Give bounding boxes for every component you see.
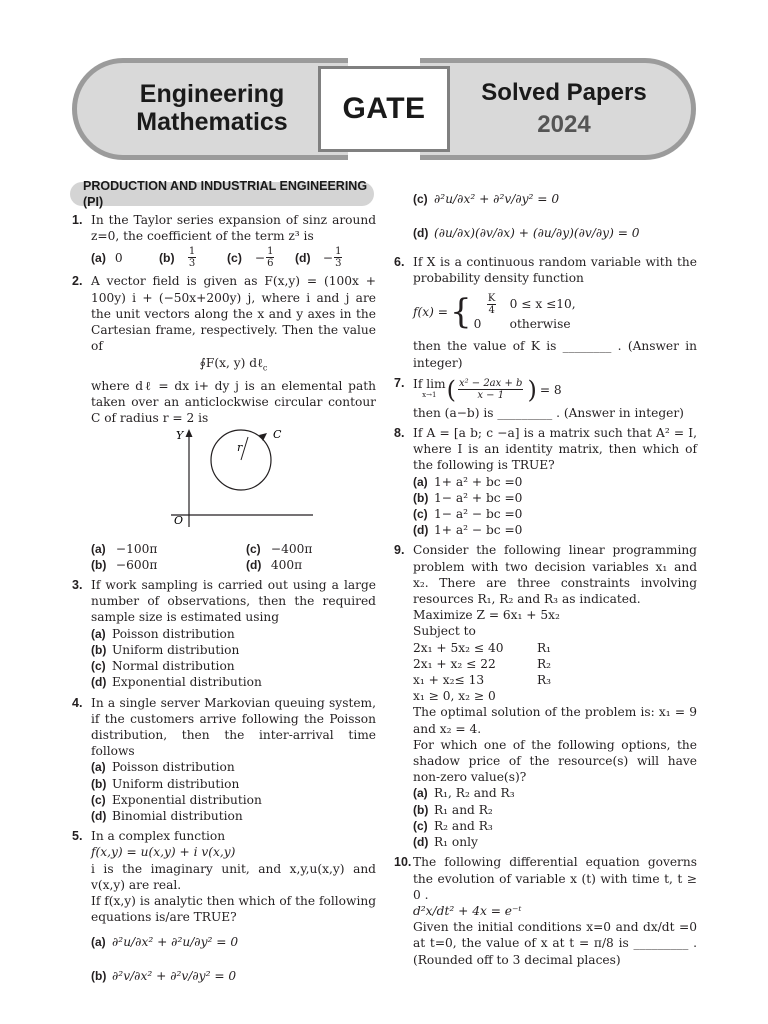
option-c: (c) ∂²u/∂x² + ∂²v/∂y² = 0 — [413, 191, 560, 206]
question-number: 6. — [394, 255, 405, 269]
question-5 — [70, 828, 376, 993]
non-negativity: x₁ ≥ 0, x₂ ≥ 0 — [413, 689, 496, 704]
question-text-where: where dℓ = dx i+ dy j is an elemental path taken over an anticlockwise circular contour C of radius r = 2 is — [91, 379, 376, 426]
subtitle-year: 2024 — [537, 111, 591, 138]
question-text-3: If f(x,y) is analytic then which of the following equations is/are TRUE? — [91, 893, 376, 925]
option-d: (d) R₁ only — [413, 835, 478, 850]
option-d: (d) Binomial distribution — [91, 808, 243, 823]
option-d: (d) − $\frac{1}{3}$ — [295, 246, 342, 270]
paren-left: ( — [446, 375, 456, 404]
question-text: Consider the following linear programming problem with two decision variables x₁ and x₂. There are three constraints involving resources R₁, R₂ and R₃ as indicated. — [413, 543, 697, 607]
question-number: 9. — [394, 543, 405, 558]
gate-label: GATE — [342, 92, 426, 125]
question-6 — [392, 254, 697, 371]
function-equation: f(x,y) = u(x,y) + i v(x,y) — [91, 845, 236, 860]
label-c: C — [273, 427, 282, 441]
option-a: (a) ∂²u/∂x² + ∂²u/∂y² = 0 — [91, 935, 239, 950]
question-text: In a complex function — [91, 829, 226, 844]
option-b: (b) R₁ and R₂ — [413, 802, 493, 817]
options — [91, 541, 376, 573]
question-text: A vector field is given as F(x,y) = (100x + 100y) i + (−50x+200y) j, where i and j are the unit vectors along the x and y axes in the Cartesian frame, respectively. Then the value of — [91, 274, 376, 354]
question-number: 4. — [72, 695, 83, 710]
option-b: (b) $\frac{1}{3}$ — [159, 246, 196, 270]
question-number: 3. — [72, 578, 83, 593]
question-number: 1. — [72, 213, 83, 227]
question-number: 2. — [72, 274, 83, 289]
option-d: (d) Exponential distribution — [91, 675, 262, 690]
book-subtitle — [464, 78, 664, 142]
title-line1: Engineering — [139, 80, 285, 108]
option-a: (a) 0 — [91, 250, 123, 265]
option-a: (a) Poisson distribution — [91, 760, 235, 775]
question-8 — [392, 425, 697, 538]
option-d: (d) 1+ a² − bc =0 — [413, 523, 523, 538]
option-c: (c) R₂ and R₃ — [413, 818, 493, 833]
option-c: (c) Normal distribution — [91, 659, 235, 674]
book-title — [112, 80, 312, 136]
label-y: Y — [176, 428, 184, 442]
option-c: (c) 1− a² − bc =0 — [413, 507, 523, 522]
optimal-solution: The optimal solution of the problem is: x₁ = 9 and x₂ = 4. — [413, 705, 697, 736]
question-text-2: i is the imaginary unit, and x,y,u(x,y) and v(x,y) are real. — [91, 861, 376, 892]
shadow-price-question: For which one of the following options, the shadow price of the resource(s) will have non-zero value(s)? — [413, 737, 697, 785]
question-tail: then (a−b) is _________ . (Answer in integer) — [413, 405, 684, 420]
option-b: (b) Uniform distribution — [91, 776, 240, 791]
question-text: If A = [a b; c −a] is a matrix such that A² = I, where I is an identity matrix, then which of the following is TRUE? — [413, 426, 697, 473]
y-axis-arrow — [186, 429, 193, 437]
differential-equation: d²x/dt² + 4x = e⁻ᵗ — [413, 903, 522, 918]
line-integral: ∮F(x, y) dℓ$_c$ — [199, 356, 268, 373]
option-d: (d) 400π — [246, 557, 303, 572]
limit-expression: If lim x→1 ( $\frac{\text{x² − 2ax + b}}{x - 1}$ ) = 8 — [413, 375, 562, 404]
options — [91, 246, 376, 269]
label-r: r — [237, 440, 243, 454]
gate-label-box — [318, 66, 450, 152]
option-b: (b) 1− a² + bc =0 — [413, 490, 523, 505]
question-text: If X is a continuous random variable with the probability density function — [413, 255, 697, 286]
option-b: (b) ∂²v/∂x² + ∂²v/∂y² = 0 — [91, 969, 237, 984]
header-banner — [72, 58, 696, 160]
subtitle-line1: Solved Papers — [481, 79, 647, 106]
option-b: (b) Uniform distribution — [91, 642, 240, 657]
question-text: If work sampling is carried out using a large number of observations, then the required sample size is estimated using — [91, 578, 376, 625]
option-c: (c) − $\frac{1}{6}$ — [227, 246, 274, 270]
right-column — [392, 182, 697, 972]
question-7 — [392, 375, 697, 421]
question-text: The following differential equation governs the evolution of variable x (t) with time t, t ≥ 0 . — [413, 855, 697, 902]
paren-right: ) — [527, 375, 537, 404]
section-heading: PRODUCTION AND INDUSTRIAL ENGINEERING (PI) — [70, 182, 374, 206]
pdf-definition: f(x) = { $\frac{K}{4}$ 0 ≤ x ≤10, 0 otherwise — [413, 292, 576, 333]
option-a: (a) 1+ a² + bc =0 — [413, 474, 523, 489]
question-3 — [70, 577, 376, 690]
label-o: O — [174, 513, 184, 527]
constraint-3: x₁ + x₂≤ 13 R₃ — [413, 673, 552, 688]
constraint-2: 2x₁ + x₂ ≤ 22 R₂ — [413, 656, 552, 671]
option-d: (d) (∂u/∂x)(∂v/∂x) + (∂u/∂y)(∂v/∂y) = 0 — [413, 225, 640, 240]
question-5-continued — [392, 182, 697, 250]
contour-figure — [91, 427, 376, 537]
contour-diagram — [91, 427, 376, 537]
option-a: (a) R₁, R₂ and R₃ — [413, 786, 515, 801]
option-c: (c) −400π — [246, 541, 313, 556]
question-text: In the Taylor series expansion of sinz around z=0, the coefficient of the term z³ is — [91, 213, 376, 244]
question-1 — [70, 212, 376, 269]
brace-icon: { — [449, 292, 472, 333]
question-text: In a single server Markovian queuing system, if the customers arrive following the Poisson distribution, then the inter-arrival time follows — [91, 695, 376, 759]
title-line2: Mathematics — [136, 108, 288, 136]
question-9 — [392, 542, 697, 850]
question-10 — [392, 854, 697, 967]
option-b: (b) −600π — [91, 557, 158, 572]
objective: Maximize Z = 6x₁ + 5x₂ — [413, 608, 560, 623]
option-a: (a) Poisson distribution — [91, 626, 235, 641]
subject-to: Subject to — [413, 624, 476, 639]
initial-conditions: Given the initial conditions x=0 and dx/dt =0 at t=0, the value of x at t = π/8 is _________ . (Rounded off to 3 decimal places) — [413, 920, 697, 967]
question-number: 8. — [394, 426, 405, 441]
constraint-1: 2x₁ + 5x₂ ≤ 40 R₁ — [413, 640, 552, 655]
question-2 — [70, 273, 376, 573]
option-a: (a) −100π — [91, 541, 158, 556]
question-number: 5. — [72, 829, 83, 844]
left-column — [70, 178, 376, 997]
question-4 — [70, 695, 376, 825]
option-c: (c) Exponential distribution — [91, 792, 262, 807]
question-tail: then the value of K is ________ . (Answer in integer) — [413, 339, 697, 370]
question-number: 7. — [394, 375, 405, 390]
question-number: 10. — [394, 855, 412, 870]
